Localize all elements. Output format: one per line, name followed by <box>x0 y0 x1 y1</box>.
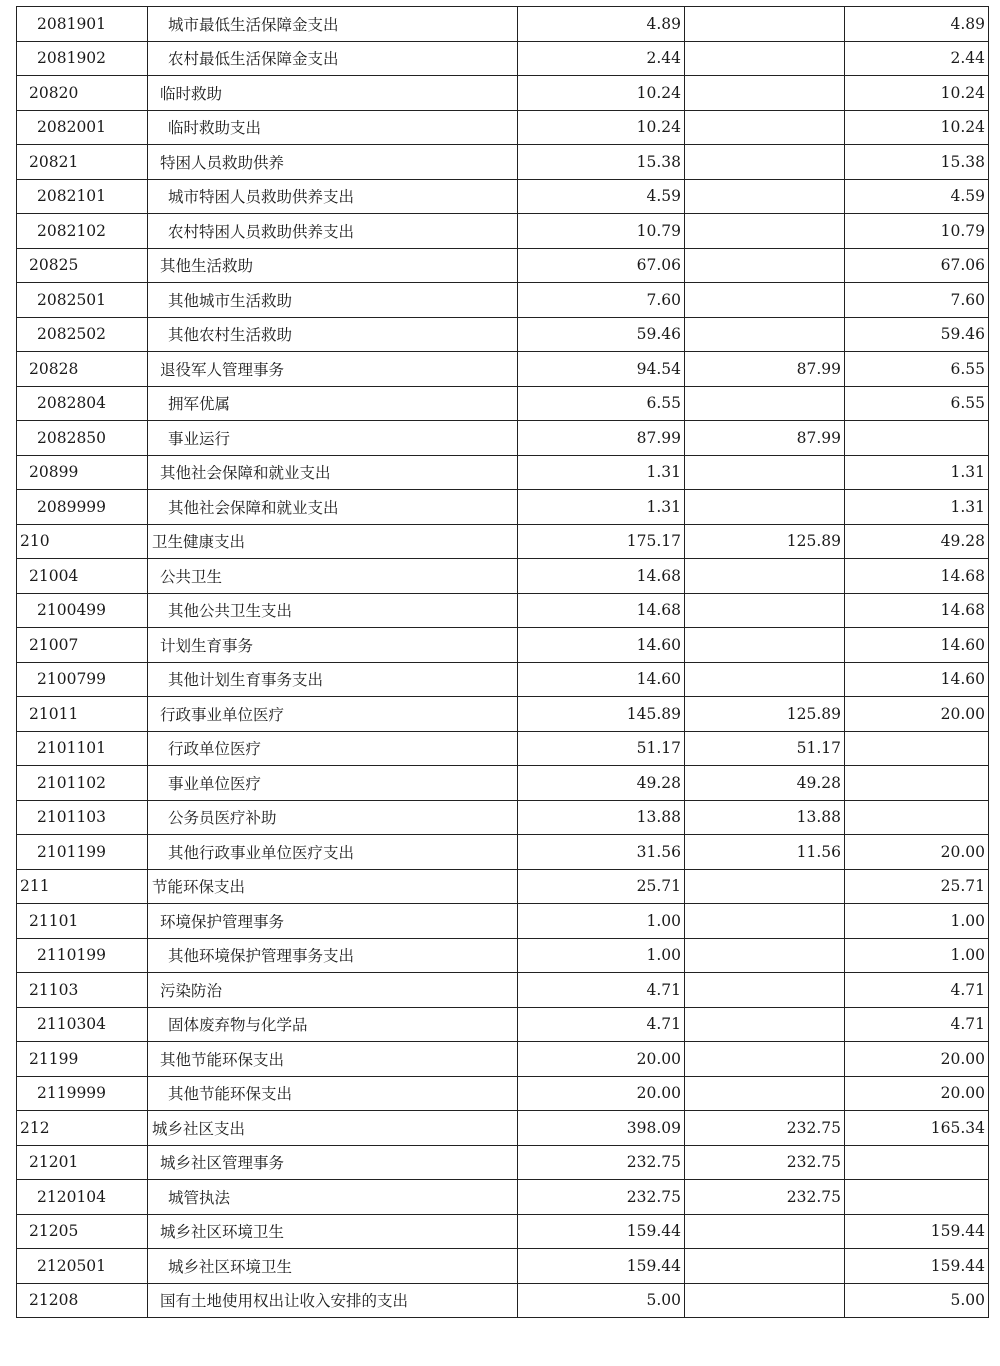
table-row <box>17 697 989 732</box>
cell-project-expenditure: 14.60 <box>845 628 989 663</box>
cell-project-expenditure: 67.06 <box>845 248 989 283</box>
cell-name: 其他行政事业单位医疗支出 <box>148 835 518 870</box>
cell-basic-expenditure <box>685 41 845 76</box>
table-row <box>17 662 989 697</box>
cell-code: 211 <box>17 869 148 904</box>
table-row <box>17 835 989 870</box>
cell-code: 21199 <box>17 1042 148 1077</box>
cell-total: 20.00 <box>518 1042 685 1077</box>
table-row <box>17 110 989 145</box>
cell-project-expenditure: 1.00 <box>845 904 989 939</box>
cell-name: 节能环保支出 <box>148 869 518 904</box>
cell-basic-expenditure <box>685 628 845 663</box>
cell-project-expenditure: 59.46 <box>845 317 989 352</box>
cell-total: 51.17 <box>518 731 685 766</box>
cell-total: 7.60 <box>518 283 685 318</box>
table-row <box>17 869 989 904</box>
table-row <box>17 421 989 456</box>
cell-name: 退役军人管理事务 <box>148 352 518 387</box>
cell-basic-expenditure <box>685 1007 845 1042</box>
cell-basic-expenditure <box>685 938 845 973</box>
cell-basic-expenditure <box>685 455 845 490</box>
cell-basic-expenditure: 87.99 <box>685 352 845 387</box>
cell-name: 城乡社区管理事务 <box>148 1145 518 1180</box>
cell-project-expenditure: 49.28 <box>845 524 989 559</box>
table-row <box>17 1042 989 1077</box>
cell-basic-expenditure: 13.88 <box>685 800 845 835</box>
cell-code: 20821 <box>17 145 148 180</box>
cell-name: 拥军优属 <box>148 386 518 421</box>
cell-code: 21004 <box>17 559 148 594</box>
cell-total: 398.09 <box>518 1111 685 1146</box>
cell-name: 计划生育事务 <box>148 628 518 663</box>
cell-project-expenditure: 1.31 <box>845 490 989 525</box>
cell-total: 25.71 <box>518 869 685 904</box>
cell-code: 2082102 <box>17 214 148 249</box>
table-row <box>17 904 989 939</box>
cell-project-expenditure <box>845 766 989 801</box>
cell-code: 2081902 <box>17 41 148 76</box>
cell-project-expenditure: 14.68 <box>845 559 989 594</box>
cell-basic-expenditure: 232.75 <box>685 1180 845 1215</box>
table-row <box>17 179 989 214</box>
cell-project-expenditure: 10.24 <box>845 110 989 145</box>
cell-project-expenditure <box>845 1180 989 1215</box>
table-row <box>17 731 989 766</box>
cell-name: 临时救助 <box>148 76 518 111</box>
cell-project-expenditure: 25.71 <box>845 869 989 904</box>
cell-code: 2120501 <box>17 1249 148 1284</box>
cell-name: 其他节能环保支出 <box>148 1042 518 1077</box>
table-row <box>17 490 989 525</box>
cell-code: 2119999 <box>17 1076 148 1111</box>
cell-total: 232.75 <box>518 1180 685 1215</box>
cell-total: 67.06 <box>518 248 685 283</box>
cell-name: 事业运行 <box>148 421 518 456</box>
cell-code: 2082101 <box>17 179 148 214</box>
cell-basic-expenditure <box>685 904 845 939</box>
cell-total: 145.89 <box>518 697 685 732</box>
cell-code: 2082501 <box>17 283 148 318</box>
cell-basic-expenditure <box>685 490 845 525</box>
cell-project-expenditure: 1.00 <box>845 938 989 973</box>
cell-name: 公务员医疗补助 <box>148 800 518 835</box>
cell-total: 4.71 <box>518 1007 685 1042</box>
table-row <box>17 283 989 318</box>
cell-total: 14.68 <box>518 559 685 594</box>
cell-code: 2100499 <box>17 593 148 628</box>
table-row <box>17 524 989 559</box>
cell-total: 1.31 <box>518 455 685 490</box>
cell-total: 31.56 <box>518 835 685 870</box>
cell-total: 5.00 <box>518 1283 685 1318</box>
cell-project-expenditure: 14.68 <box>845 593 989 628</box>
table-row <box>17 352 989 387</box>
cell-basic-expenditure <box>685 283 845 318</box>
cell-basic-expenditure: 11.56 <box>685 835 845 870</box>
cell-project-expenditure: 159.44 <box>845 1214 989 1249</box>
cell-code: 2120104 <box>17 1180 148 1215</box>
table-row <box>17 386 989 421</box>
cell-basic-expenditure: 87.99 <box>685 421 845 456</box>
cell-name: 城市特困人员救助供养支出 <box>148 179 518 214</box>
cell-basic-expenditure <box>685 1283 845 1318</box>
cell-project-expenditure <box>845 800 989 835</box>
cell-name: 特困人员救助供养 <box>148 145 518 180</box>
cell-name: 其他农村生活救助 <box>148 317 518 352</box>
cell-code: 212 <box>17 1111 148 1146</box>
cell-basic-expenditure <box>685 110 845 145</box>
cell-total: 49.28 <box>518 766 685 801</box>
cell-name: 行政单位医疗 <box>148 731 518 766</box>
cell-name: 城乡社区环境卫生 <box>148 1214 518 1249</box>
cell-code: 2101103 <box>17 800 148 835</box>
table-row <box>17 1180 989 1215</box>
cell-code: 210 <box>17 524 148 559</box>
table-row <box>17 800 989 835</box>
cell-total: 4.89 <box>518 7 685 42</box>
cell-name: 卫生健康支出 <box>148 524 518 559</box>
cell-name: 环境保护管理事务 <box>148 904 518 939</box>
cell-code: 2082502 <box>17 317 148 352</box>
cell-project-expenditure: 4.71 <box>845 1007 989 1042</box>
cell-total: 15.38 <box>518 145 685 180</box>
cell-basic-expenditure <box>685 1249 845 1284</box>
cell-name: 城市最低生活保障金支出 <box>148 7 518 42</box>
cell-name: 农村最低生活保障金支出 <box>148 41 518 76</box>
cell-basic-expenditure <box>685 869 845 904</box>
cell-basic-expenditure <box>685 1076 845 1111</box>
cell-name: 国有土地使用权出让收入安排的支出 <box>148 1283 518 1318</box>
cell-code: 21101 <box>17 904 148 939</box>
cell-total: 14.68 <box>518 593 685 628</box>
cell-basic-expenditure <box>685 593 845 628</box>
cell-basic-expenditure <box>685 179 845 214</box>
cell-project-expenditure <box>845 1145 989 1180</box>
cell-code: 20828 <box>17 352 148 387</box>
cell-name: 城乡社区环境卫生 <box>148 1249 518 1284</box>
cell-total: 4.59 <box>518 179 685 214</box>
cell-total: 159.44 <box>518 1214 685 1249</box>
cell-basic-expenditure <box>685 559 845 594</box>
cell-project-expenditure: 10.24 <box>845 76 989 111</box>
table-row <box>17 973 989 1008</box>
table-row <box>17 1283 989 1318</box>
cell-name: 其他公共卫生支出 <box>148 593 518 628</box>
cell-project-expenditure: 2.44 <box>845 41 989 76</box>
cell-total: 4.71 <box>518 973 685 1008</box>
cell-code: 2082001 <box>17 110 148 145</box>
cell-basic-expenditure <box>685 214 845 249</box>
cell-code: 2101199 <box>17 835 148 870</box>
table-row <box>17 938 989 973</box>
cell-code: 2110304 <box>17 1007 148 1042</box>
table-row <box>17 41 989 76</box>
cell-total: 10.24 <box>518 110 685 145</box>
cell-name: 其他社会保障和就业支出 <box>148 455 518 490</box>
cell-basic-expenditure <box>685 7 845 42</box>
cell-name: 城管执法 <box>148 1180 518 1215</box>
cell-name: 其他环境保护管理事务支出 <box>148 938 518 973</box>
expenditure-table <box>16 6 989 1318</box>
table-row <box>17 766 989 801</box>
cell-project-expenditure <box>845 421 989 456</box>
cell-total: 159.44 <box>518 1249 685 1284</box>
cell-basic-expenditure <box>685 973 845 1008</box>
cell-code: 2100799 <box>17 662 148 697</box>
cell-total: 1.31 <box>518 490 685 525</box>
cell-name: 其他社会保障和就业支出 <box>148 490 518 525</box>
cell-code: 2110199 <box>17 938 148 973</box>
cell-basic-expenditure <box>685 1042 845 1077</box>
cell-code: 20899 <box>17 455 148 490</box>
cell-code: 2082804 <box>17 386 148 421</box>
cell-code: 21205 <box>17 1214 148 1249</box>
cell-project-expenditure: 4.89 <box>845 7 989 42</box>
cell-name: 事业单位医疗 <box>148 766 518 801</box>
cell-project-expenditure <box>845 731 989 766</box>
cell-total: 87.99 <box>518 421 685 456</box>
cell-name: 固体废弃物与化学品 <box>148 1007 518 1042</box>
cell-project-expenditure: 7.60 <box>845 283 989 318</box>
cell-code: 21201 <box>17 1145 148 1180</box>
cell-project-expenditure: 20.00 <box>845 1076 989 1111</box>
cell-project-expenditure: 6.55 <box>845 352 989 387</box>
cell-total: 2.44 <box>518 41 685 76</box>
cell-code: 21103 <box>17 973 148 1008</box>
cell-code: 21007 <box>17 628 148 663</box>
table-row <box>17 1214 989 1249</box>
cell-total: 175.17 <box>518 524 685 559</box>
table-row <box>17 1007 989 1042</box>
cell-project-expenditure: 14.60 <box>845 662 989 697</box>
cell-project-expenditure: 165.34 <box>845 1111 989 1146</box>
cell-total: 1.00 <box>518 904 685 939</box>
cell-code: 20825 <box>17 248 148 283</box>
cell-basic-expenditure: 125.89 <box>685 524 845 559</box>
cell-name: 其他节能环保支出 <box>148 1076 518 1111</box>
cell-basic-expenditure: 51.17 <box>685 731 845 766</box>
cell-total: 6.55 <box>518 386 685 421</box>
cell-code: 2101102 <box>17 766 148 801</box>
cell-name: 行政事业单位医疗 <box>148 697 518 732</box>
cell-name: 其他生活救助 <box>148 248 518 283</box>
cell-name: 公共卫生 <box>148 559 518 594</box>
cell-project-expenditure: 4.71 <box>845 973 989 1008</box>
cell-basic-expenditure <box>685 1214 845 1249</box>
cell-name: 其他计划生育事务支出 <box>148 662 518 697</box>
cell-project-expenditure: 4.59 <box>845 179 989 214</box>
cell-basic-expenditure <box>685 386 845 421</box>
cell-total: 14.60 <box>518 662 685 697</box>
cell-basic-expenditure: 232.75 <box>685 1145 845 1180</box>
cell-code: 20820 <box>17 76 148 111</box>
table-row <box>17 1249 989 1284</box>
cell-project-expenditure: 1.31 <box>845 455 989 490</box>
table-row <box>17 214 989 249</box>
cell-total: 232.75 <box>518 1145 685 1180</box>
cell-basic-expenditure: 49.28 <box>685 766 845 801</box>
cell-name: 城乡社区支出 <box>148 1111 518 1146</box>
cell-code: 21011 <box>17 697 148 732</box>
cell-code: 21208 <box>17 1283 148 1318</box>
cell-name: 污染防治 <box>148 973 518 1008</box>
cell-total: 1.00 <box>518 938 685 973</box>
table-row <box>17 1111 989 1146</box>
table-row <box>17 455 989 490</box>
cell-total: 13.88 <box>518 800 685 835</box>
cell-project-expenditure: 20.00 <box>845 697 989 732</box>
table-row <box>17 7 989 42</box>
cell-project-expenditure: 6.55 <box>845 386 989 421</box>
cell-project-expenditure: 159.44 <box>845 1249 989 1284</box>
cell-basic-expenditure <box>685 145 845 180</box>
cell-name: 农村特困人员救助供养支出 <box>148 214 518 249</box>
cell-basic-expenditure <box>685 662 845 697</box>
cell-code: 2082850 <box>17 421 148 456</box>
cell-basic-expenditure <box>685 248 845 283</box>
table-row <box>17 1145 989 1180</box>
cell-code: 2089999 <box>17 490 148 525</box>
table-row <box>17 593 989 628</box>
cell-project-expenditure: 5.00 <box>845 1283 989 1318</box>
table-row <box>17 248 989 283</box>
table-body <box>17 7 989 1318</box>
table-row <box>17 628 989 663</box>
cell-total: 10.79 <box>518 214 685 249</box>
cell-total: 59.46 <box>518 317 685 352</box>
table-row <box>17 76 989 111</box>
cell-total: 94.54 <box>518 352 685 387</box>
cell-code: 2081901 <box>17 7 148 42</box>
cell-basic-expenditure: 232.75 <box>685 1111 845 1146</box>
cell-basic-expenditure <box>685 317 845 352</box>
cell-total: 14.60 <box>518 628 685 663</box>
cell-basic-expenditure <box>685 76 845 111</box>
cell-total: 20.00 <box>518 1076 685 1111</box>
cell-project-expenditure: 20.00 <box>845 835 989 870</box>
cell-project-expenditure: 20.00 <box>845 1042 989 1077</box>
cell-basic-expenditure: 125.89 <box>685 697 845 732</box>
cell-code: 2101101 <box>17 731 148 766</box>
cell-project-expenditure: 10.79 <box>845 214 989 249</box>
cell-name: 其他城市生活救助 <box>148 283 518 318</box>
table-row <box>17 317 989 352</box>
table-row <box>17 145 989 180</box>
cell-name: 临时救助支出 <box>148 110 518 145</box>
table-row <box>17 559 989 594</box>
cell-project-expenditure: 15.38 <box>845 145 989 180</box>
table-row <box>17 1076 989 1111</box>
cell-total: 10.24 <box>518 76 685 111</box>
